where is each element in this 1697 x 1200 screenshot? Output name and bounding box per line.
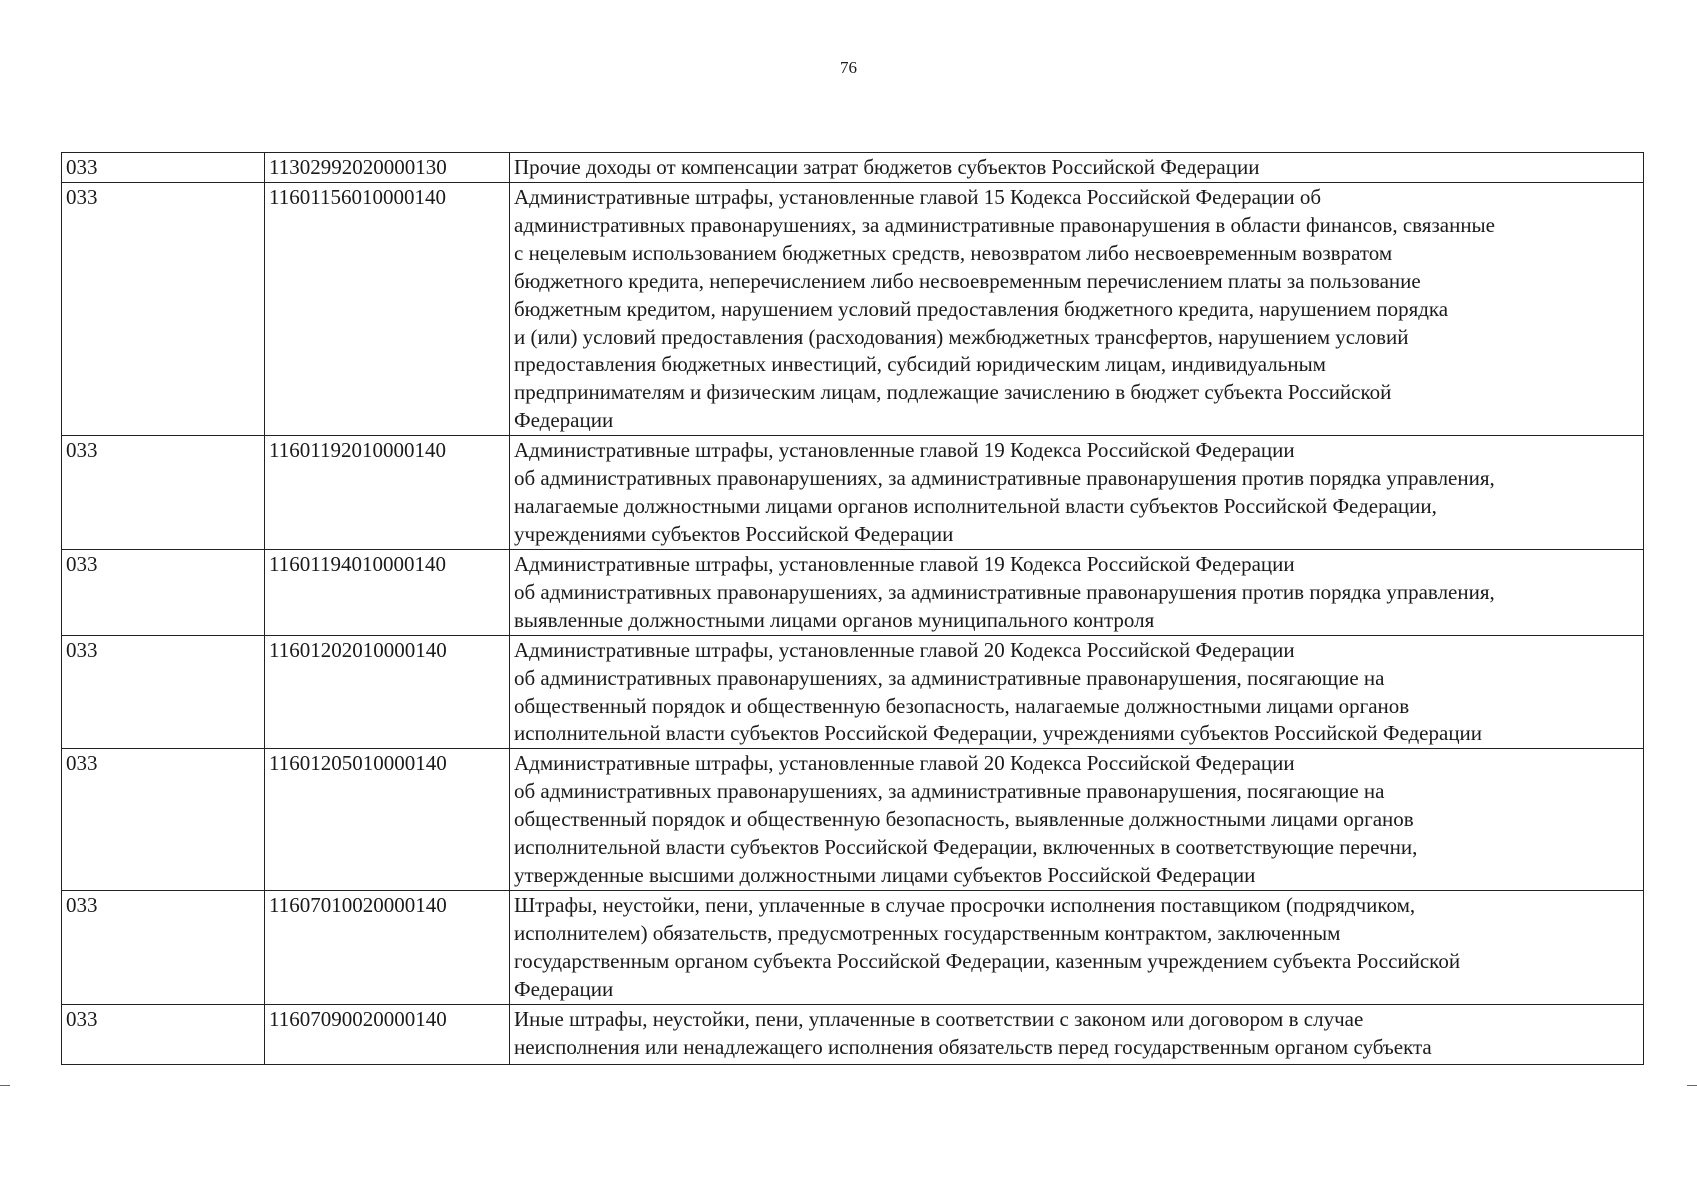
description-line: предпринимателям и физическим лицам, подлежащие зачислению в бюджет субъекта Российской	[514, 380, 1392, 405]
admin-code-cell: 033	[62, 749, 265, 891]
description-line: об административных правонарушениях, за административные правонарушения, посягающие на	[514, 779, 1385, 804]
table-row	[62, 890, 1644, 1004]
description-line: исполнителем) обязательств, предусмотренных государственным контрактом, заключенным	[514, 920, 1341, 945]
description-line: Административные штрафы, установленные главой 20 Кодекса Российской Федерации	[514, 751, 1295, 776]
description-line: Штрафы, неустойки, пени, уплаченные в случае просрочки исполнения поставщиком (подрядчиком,	[514, 892, 1416, 917]
admin-code-cell: 033	[62, 635, 265, 749]
admin-code-cell: 033	[62, 549, 265, 635]
budget-classification-code-cell: 11607010020000140	[265, 890, 510, 1004]
table-row	[62, 749, 1644, 891]
budget-classification-code-cell: 11601194010000140	[265, 549, 510, 635]
description-line: с нецелевым использованием бюджетных средств, невозвратом либо несвоевременным возвратом	[514, 240, 1393, 265]
budget-classification-code-cell: 11601192010000140	[265, 436, 510, 550]
description-line: об административных правонарушениях, за административные правонарушения, посягающие на	[514, 665, 1385, 690]
admin-code-cell: 033	[62, 436, 265, 550]
revenue-description-cell	[510, 1004, 1644, 1064]
description-line: Административные штрафы, установленные главой 20 Кодекса Российской Федерации	[514, 637, 1295, 662]
table-row	[62, 549, 1644, 635]
description-line: Административные штрафы, установленные главой 19 Кодекса Российской Федерации	[514, 438, 1295, 463]
description-line: об административных правонарушениях, за административные правонарушения против порядка управления,	[514, 579, 1495, 604]
admin-code-cell: 033	[62, 182, 265, 435]
description-line: исполнительной власти субъектов Российской Федерации, включенных в соответствующие перечни,	[514, 835, 1418, 860]
revenue-description-cell	[510, 182, 1644, 435]
description-line: общественный порядок и общественную безопасность, налагаемые должностными лицами органов	[514, 693, 1410, 718]
description-line: учреждениями субъектов Российской Федерации	[514, 521, 954, 546]
table-row	[62, 436, 1644, 550]
table-row	[62, 635, 1644, 749]
description-line: налагаемые должностными лицами органов исполнительной власти субъектов Российской Федерации,	[514, 494, 1437, 519]
revenue-description-cell	[510, 890, 1644, 1004]
description-line: бюджетного кредита, неперечислением либо несвоевременным перечислением платы за пользование	[514, 268, 1421, 293]
page-number: 76	[840, 58, 857, 77]
admin-code-cell: 033	[62, 890, 265, 1004]
table-row	[62, 1004, 1644, 1064]
description-line: Иные штрафы, неустойки, пени, уплаченные в соответствии с законом или договором в случае	[514, 1006, 1364, 1031]
description-line: утвержденные высшими должностными лицами субъектов Российской Федерации	[514, 863, 1256, 888]
admin-code-cell: 033	[62, 153, 265, 183]
description-line: Прочие доходы от компенсации затрат бюджетов субъектов Российской Федерации	[514, 155, 1260, 179]
revenue-description-cell	[510, 436, 1644, 550]
revenue-description-cell	[510, 549, 1644, 635]
revenue-description-cell	[510, 749, 1644, 891]
description-line: общественный порядок и общественную безопасность, выявленные должностными лицами органов	[514, 807, 1414, 832]
description-line: выявленные должностными лицами органов муниципального контроля	[514, 607, 1155, 632]
description-line: и (или) условий предоставления (расходования) межбюджетных трансфертов, нарушением условий	[514, 324, 1409, 349]
description-line: бюджетным кредитом, нарушением условий предоставления бюджетного кредита, нарушением порядка	[514, 296, 1449, 321]
description-line: Федерации	[514, 976, 614, 1001]
scan-edge-mark-left	[0, 1085, 10, 1086]
budget-classification-code-cell: 11601156010000140	[265, 182, 510, 435]
scan-edge-mark-right	[1687, 1085, 1697, 1086]
budget-codes-table	[61, 152, 1644, 1065]
description-line: об административных правонарушениях, за административные правонарушения против порядка управления,	[514, 466, 1495, 491]
revenue-description-cell	[510, 635, 1644, 749]
description-line: Федерации	[514, 408, 614, 433]
admin-code-cell: 033	[62, 1004, 265, 1064]
budget-classification-code-cell: 11302992020000130	[265, 153, 510, 183]
table-body	[62, 153, 1644, 1065]
description-line: Административные штрафы, установленные главой 19 Кодекса Российской Федерации	[514, 551, 1295, 576]
description-line: административных правонарушениях, за административные правонарушения в области финансов, связанные	[514, 212, 1495, 237]
table-row	[62, 153, 1644, 183]
table-row	[62, 182, 1644, 435]
budget-classification-code-cell: 11607090020000140	[265, 1004, 510, 1064]
description-line: Административные штрафы, установленные главой 15 Кодекса Российской Федерации об	[514, 184, 1322, 209]
description-line: неисполнения или ненадлежащего исполнения обязательств перед государственным органом субъекта	[514, 1034, 1432, 1059]
description-line: исполнительной власти субъектов Российской Федерации, учреждениями субъектов Российской Федерации	[514, 721, 1483, 746]
description-line: предоставления бюджетных инвестиций, субсидий юридическим лицам, индивидуальным	[514, 352, 1326, 377]
budget-classification-code-cell: 11601205010000140	[265, 749, 510, 891]
revenue-description-cell	[510, 153, 1644, 183]
description-line: государственным органом субъекта Российской Федерации, казенным учреждением субъекта Российской	[514, 948, 1461, 973]
budget-classification-code-cell: 11601202010000140	[265, 635, 510, 749]
